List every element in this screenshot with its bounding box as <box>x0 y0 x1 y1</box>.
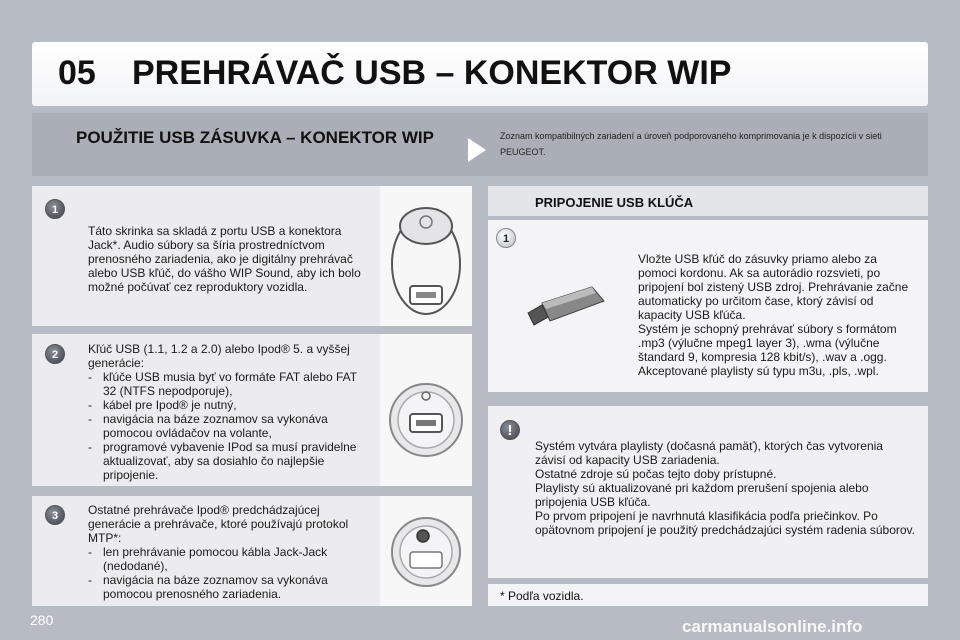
warning-line: Playlisty sú aktualizované pri každom prerušení spojenia alebo pripojenia USB kľúča. <box>535 481 869 509</box>
item-2-bullet: - programové vybavenie IPod sa musí pravidelne aktualizovať, aby sa dosiahlo čo najlepšie pripojenie. <box>88 440 370 482</box>
section-title: POUŽITIE USB ZÁSUVKA – KONEKTOR WIP <box>76 128 434 147</box>
usb-line: Vložte USB kľúč do zásuvky priamo alebo za pomoci kordonu. Ak sa autorádio rozsvieti, po pripojení bol zistený USB zdroj. Prehrávanie začne automaticky po určitom čase, ktorý závisí od kapacity USB kľúča. <box>638 252 909 322</box>
subtitle: PRIPOJENIE USB KLÚČA <box>535 195 694 210</box>
warning-icon: ! <box>500 420 520 440</box>
usb-instructions <box>638 252 918 378</box>
usb-line: Akceptované playlisty sú typu m3u, .pls, .wpl. <box>638 364 879 378</box>
warning-line: Po prvom pripojení je navrhnutá klasifikácia podľa priečinkov. Po opätovnom pripojení je použitý predchádzajúci systém radenia súborov. <box>535 509 915 537</box>
item-text-3 <box>88 503 370 601</box>
item-2-bullet: - kľúče USB musia byť vo formáte FAT alebo FAT 32 (NTFS nepodporuje), <box>88 370 370 398</box>
item-image-panel-1 <box>380 186 472 326</box>
item-2-bullet-list <box>88 370 370 482</box>
warning-text <box>535 439 915 537</box>
footnote: * Podľa vozidla. <box>500 589 584 603</box>
item-3-bullet: - len prehrávanie pomocou kábla Jack-Jack (nedodané), <box>88 545 370 573</box>
chapter-number: 05 <box>58 54 96 92</box>
item-2-bullet: - navigácia na báze zoznamov sa vykonáva pomocou ovládačov na volante, <box>88 412 370 440</box>
item-3-bullet-list <box>88 545 370 601</box>
warning-line: Ostatné zdroje sú počas tejto doby prístupné. <box>535 467 777 481</box>
item-2-bullet: - kábel pre Ipod® je nutný, <box>88 398 370 412</box>
item-text-2 <box>88 342 370 482</box>
item-text-1: Táto skrinka sa skladá z portu USB a konektora Jack*. Audio súbory sa šíria prostredníctvom prenosného zariadenia, ako je digitálny prehrávač alebo USB kľúč, do vášho WIP Sound, aby ich bolo možné počúvať cez reproduktory vozidla. <box>88 224 361 294</box>
item-image-panel-3 <box>380 496 472 606</box>
warning-line: Systém vytvára playlisty (dočasná pamäť), ktorých čas vytvorenia závisí od kapacity USB zariadenia. <box>535 439 883 467</box>
step-badge-1: 1 <box>45 199 65 219</box>
usb-step-badge: 1 <box>496 228 516 248</box>
page-number: 280 <box>30 612 54 628</box>
usb-key-icon <box>520 285 610 333</box>
section-note: Zoznam kompatibilných zariadení a úroveň podporovaného komprimovania je k dispozícii v sieti PEUGEOT. <box>500 131 882 157</box>
item-3-bullet: - navigácia na báze zoznamov sa vykonáva pomocou prenosného zariadenia. <box>88 573 370 601</box>
item-3-intro: Ostatné prehrávače Ipod® predchádzajúcej generácie a prehrávače, ktoré používajú protokol MTP*: <box>88 503 349 545</box>
usb-line: Systém je schopný prehrávať súbory s formátom .mp3 (výlučne mpeg1 layer 3), .wma (výlučne štandard 9, kompresia 128 kbit/s), .wav a .ogg. <box>638 322 897 364</box>
step-badge-2: 2 <box>45 344 65 364</box>
jack-port-icon <box>380 496 472 606</box>
usb-port-open-icon <box>380 186 472 326</box>
item-image-panel-2 <box>380 334 472 486</box>
arrow-right-icon <box>468 138 486 162</box>
usb-port-icon <box>380 334 472 486</box>
watermark: carmanualsonline.info <box>682 617 863 636</box>
page-title: PREHRÁVAČ USB – KONEKTOR WIP <box>132 54 732 92</box>
step-badge-3: 3 <box>45 505 65 525</box>
item-2-intro: Kľúč USB (1.1, 1.2 a 2.0) alebo Ipod® 5. a vyššej generácie: <box>88 342 350 370</box>
